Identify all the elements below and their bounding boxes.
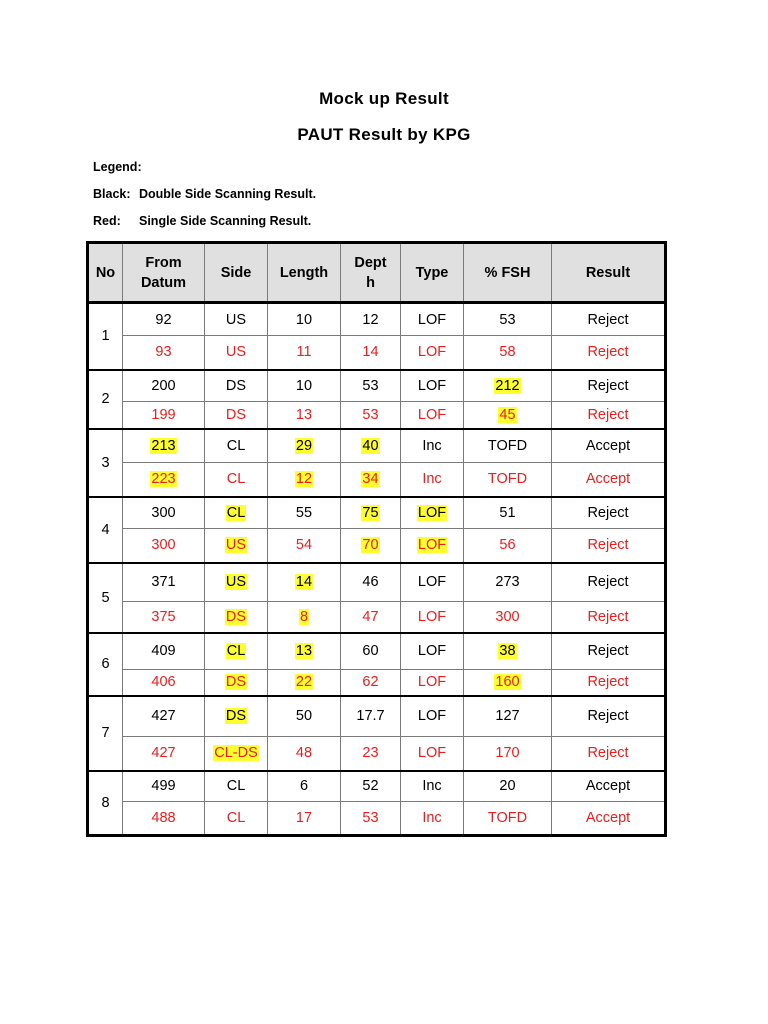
cell-value: Accept xyxy=(585,471,631,488)
table-row xyxy=(88,771,666,802)
cell-from-datum xyxy=(123,429,205,463)
table-row xyxy=(88,429,666,463)
cell-from-datum xyxy=(123,633,205,670)
cell-value: 488 xyxy=(151,810,176,826)
header-no: No xyxy=(88,243,123,303)
cell-fsh xyxy=(464,303,552,336)
cell-value: 11 xyxy=(296,344,312,361)
cell-fsh xyxy=(464,563,552,602)
cell-side xyxy=(205,696,268,737)
table-row xyxy=(88,602,666,633)
legend-black-text: Double Side Scanning Result. xyxy=(139,187,317,201)
page-subtitle: PAUT Result by KPG xyxy=(297,125,471,144)
cell-side xyxy=(205,303,268,336)
legend-black-key: Black: xyxy=(93,187,131,201)
cell-value: 223 xyxy=(151,471,176,488)
cell-value: Reject xyxy=(587,406,629,423)
cell-value: CL xyxy=(226,437,246,454)
cell-value: 17 xyxy=(295,810,313,826)
header-fsh: % FSH xyxy=(464,243,552,303)
cell-value: US xyxy=(225,344,247,361)
cell-value: Inc xyxy=(422,778,442,795)
cell-value: LOF xyxy=(417,344,447,361)
cell-result xyxy=(552,602,666,633)
cell-value: 427 xyxy=(151,708,176,725)
legend-heading: Legend: xyxy=(93,160,142,174)
cell-value: 300 xyxy=(151,504,176,521)
cell-type xyxy=(401,303,464,336)
cell-from-datum xyxy=(123,402,205,429)
cell-depth xyxy=(341,737,401,771)
cell-value: LOF xyxy=(417,608,447,625)
cell-length xyxy=(268,529,341,563)
cell-length xyxy=(268,370,341,402)
cell-side xyxy=(205,370,268,402)
cell-depth xyxy=(341,370,401,402)
cell-result xyxy=(552,737,666,771)
cell-result xyxy=(552,670,666,696)
cell-fsh xyxy=(464,336,552,370)
cell-from-datum xyxy=(123,303,205,336)
cell-length xyxy=(268,696,341,737)
cell-value: 409 xyxy=(151,643,176,660)
cell-value: LOF xyxy=(417,377,447,394)
cell-value: DS xyxy=(225,708,247,725)
table-row xyxy=(88,802,666,836)
cell-from-datum xyxy=(123,529,205,563)
table-row xyxy=(88,633,666,670)
cell-length xyxy=(268,737,341,771)
cell-from-datum xyxy=(123,336,205,370)
cell-value: 212 xyxy=(495,377,520,394)
cell-value: 199 xyxy=(151,406,176,423)
cell-side xyxy=(205,563,268,602)
cell-value: 34 xyxy=(362,471,379,488)
cell-fsh xyxy=(464,370,552,402)
header-result: Result xyxy=(552,243,666,303)
cell-from-datum xyxy=(123,670,205,696)
cell-fsh xyxy=(464,602,552,633)
results-table xyxy=(86,241,667,837)
cell-type xyxy=(401,633,464,670)
cell-from-datum xyxy=(123,771,205,802)
cell-type xyxy=(401,429,464,463)
cell-fsh xyxy=(464,497,552,529)
cell-length xyxy=(268,497,341,529)
cell-value: 29 xyxy=(295,437,313,454)
cell-result xyxy=(552,633,666,670)
cell-value: Inc xyxy=(422,471,442,488)
cell-type xyxy=(401,771,464,802)
cell-value: 56 xyxy=(499,537,516,554)
cell-value: 38 xyxy=(499,643,516,660)
cell-value: 160 xyxy=(495,674,520,691)
cell-value: Reject xyxy=(587,608,629,625)
cell-from-datum xyxy=(123,463,205,497)
table-row xyxy=(88,402,666,429)
header-depth: Depth xyxy=(341,243,401,303)
row-number: 5 xyxy=(88,563,123,633)
cell-value: Reject xyxy=(587,674,629,691)
table-header-row xyxy=(88,243,666,303)
cell-value: LOF xyxy=(417,745,447,762)
cell-value: US xyxy=(225,311,247,328)
cell-value: Reject xyxy=(587,643,629,660)
header-length: Length xyxy=(268,243,341,303)
cell-side xyxy=(205,670,268,696)
cell-value: US xyxy=(225,537,247,554)
cell-value: Accept xyxy=(585,810,631,826)
cell-length xyxy=(268,336,341,370)
cell-value: LOF xyxy=(417,537,447,554)
cell-fsh xyxy=(464,402,552,429)
cell-value: 52 xyxy=(362,778,379,795)
cell-value: CL xyxy=(226,504,246,521)
cell-side xyxy=(205,497,268,529)
cell-result xyxy=(552,336,666,370)
cell-side xyxy=(205,633,268,670)
cell-value: 12 xyxy=(362,311,379,328)
cell-fsh xyxy=(464,670,552,696)
cell-value: 93 xyxy=(155,344,172,361)
cell-value: Reject xyxy=(587,537,629,554)
cell-type xyxy=(401,336,464,370)
legend-red-text: Single Side Scanning Result. xyxy=(139,214,312,228)
cell-length xyxy=(268,771,341,802)
cell-type xyxy=(401,563,464,602)
cell-value: 13 xyxy=(295,406,313,423)
cell-fsh xyxy=(464,802,552,836)
cell-fsh xyxy=(464,771,552,802)
row-number: 4 xyxy=(88,497,123,563)
cell-value: LOF xyxy=(417,504,447,521)
cell-value: 53 xyxy=(362,810,379,826)
cell-value: Accept xyxy=(585,778,631,795)
cell-value: 48 xyxy=(295,745,313,762)
table-row xyxy=(88,529,666,563)
cell-result xyxy=(552,771,666,802)
cell-result xyxy=(552,429,666,463)
cell-value: 13 xyxy=(295,643,313,660)
cell-value: 45 xyxy=(499,406,516,423)
cell-fsh xyxy=(464,696,552,737)
legend-black xyxy=(93,187,316,201)
cell-from-datum xyxy=(123,802,205,836)
cell-fsh xyxy=(464,529,552,563)
cell-value: 70 xyxy=(362,537,379,554)
cell-type xyxy=(401,670,464,696)
cell-value: 22 xyxy=(295,674,313,691)
cell-depth xyxy=(341,429,401,463)
cell-side xyxy=(205,602,268,633)
cell-side xyxy=(205,463,268,497)
cell-value: Reject xyxy=(587,344,629,361)
cell-value: 200 xyxy=(151,377,176,394)
cell-value: TOFD xyxy=(487,471,528,488)
cell-value: 62 xyxy=(362,674,379,691)
cell-value: Reject xyxy=(587,504,629,521)
cell-depth xyxy=(341,696,401,737)
table-row xyxy=(88,463,666,497)
cell-depth xyxy=(341,529,401,563)
table-row xyxy=(88,336,666,370)
cell-from-datum xyxy=(123,696,205,737)
header-from-datum: From Datum xyxy=(123,243,205,303)
cell-from-datum xyxy=(123,602,205,633)
table-row xyxy=(88,303,666,336)
cell-value: 53 xyxy=(362,406,379,423)
cell-value: 55 xyxy=(295,504,313,521)
cell-value: CL-DS xyxy=(214,745,258,762)
cell-length xyxy=(268,802,341,836)
cell-depth xyxy=(341,497,401,529)
cell-value: 127 xyxy=(495,708,520,725)
cell-length xyxy=(268,303,341,336)
cell-value: 54 xyxy=(295,537,313,554)
cell-value: 273 xyxy=(495,574,520,591)
table-row xyxy=(88,497,666,529)
cell-value: Reject xyxy=(587,708,629,725)
cell-value: LOF xyxy=(417,311,447,328)
cell-value: DS xyxy=(225,608,247,625)
legend-red xyxy=(93,214,311,228)
cell-value: 17.7 xyxy=(356,708,385,725)
cell-result xyxy=(552,802,666,836)
cell-result xyxy=(552,563,666,602)
cell-value: DS xyxy=(225,406,247,423)
cell-value: 12 xyxy=(295,471,313,488)
cell-value: 300 xyxy=(495,608,520,625)
cell-length xyxy=(268,563,341,602)
cell-value: 60 xyxy=(362,643,379,660)
cell-type xyxy=(401,602,464,633)
cell-value: 10 xyxy=(295,377,313,394)
cell-value: 20 xyxy=(499,778,516,795)
cell-type xyxy=(401,737,464,771)
cell-side xyxy=(205,336,268,370)
cell-value: 75 xyxy=(362,504,379,521)
cell-depth xyxy=(341,402,401,429)
cell-type xyxy=(401,402,464,429)
cell-depth xyxy=(341,602,401,633)
cell-type xyxy=(401,370,464,402)
cell-length xyxy=(268,429,341,463)
cell-value: Reject xyxy=(587,745,629,762)
page-title: Mock up Result xyxy=(319,89,449,108)
cell-value: 371 xyxy=(151,574,176,591)
cell-length xyxy=(268,402,341,429)
cell-side xyxy=(205,737,268,771)
cell-length xyxy=(268,602,341,633)
cell-result xyxy=(552,303,666,336)
legend-red-key: Red: xyxy=(93,214,121,228)
cell-value: Accept xyxy=(585,437,631,454)
cell-value: 14 xyxy=(295,574,313,591)
row-number: 2 xyxy=(88,370,123,429)
cell-value: Reject xyxy=(587,311,629,328)
cell-result xyxy=(552,463,666,497)
cell-result xyxy=(552,497,666,529)
table-row xyxy=(88,370,666,402)
cell-value: TOFD xyxy=(487,437,528,454)
cell-side xyxy=(205,529,268,563)
cell-value: LOF xyxy=(417,574,447,591)
table-row xyxy=(88,696,666,737)
cell-value: CL xyxy=(226,810,246,826)
cell-value: 213 xyxy=(151,437,176,454)
cell-value: DS xyxy=(225,377,247,394)
cell-depth xyxy=(341,802,401,836)
cell-type xyxy=(401,463,464,497)
cell-value: TOFD xyxy=(487,810,528,826)
cell-value: Reject xyxy=(587,574,629,591)
cell-fsh xyxy=(464,463,552,497)
cell-value: 14 xyxy=(362,344,379,361)
cell-value: 58 xyxy=(499,344,516,361)
cell-value: US xyxy=(225,574,247,591)
cell-value: 170 xyxy=(495,745,520,762)
cell-value: 375 xyxy=(151,608,176,625)
cell-value: LOF xyxy=(417,674,447,691)
header-type: Type xyxy=(401,243,464,303)
row-number: 8 xyxy=(88,771,123,836)
row-number: 7 xyxy=(88,696,123,771)
cell-side xyxy=(205,402,268,429)
cell-value: LOF xyxy=(417,708,447,725)
table-row xyxy=(88,670,666,696)
cell-value: 53 xyxy=(362,377,379,394)
cell-value: 8 xyxy=(299,608,309,625)
cell-result xyxy=(552,696,666,737)
cell-value: CL xyxy=(226,643,246,660)
cell-value: 50 xyxy=(295,708,313,725)
row-number: 1 xyxy=(88,303,123,370)
cell-depth xyxy=(341,336,401,370)
cell-type xyxy=(401,497,464,529)
cell-from-datum xyxy=(123,737,205,771)
cell-value: Reject xyxy=(587,377,629,394)
cell-value: LOF xyxy=(417,643,447,660)
cell-result xyxy=(552,402,666,429)
cell-side xyxy=(205,429,268,463)
cell-value: 6 xyxy=(299,778,309,795)
cell-depth xyxy=(341,771,401,802)
cell-side xyxy=(205,771,268,802)
cell-result xyxy=(552,370,666,402)
cell-value: Inc xyxy=(422,437,442,454)
cell-length xyxy=(268,633,341,670)
cell-depth xyxy=(341,303,401,336)
cell-depth xyxy=(341,633,401,670)
cell-fsh xyxy=(464,429,552,463)
cell-value: 53 xyxy=(499,311,516,328)
cell-depth xyxy=(341,670,401,696)
cell-value: 23 xyxy=(362,745,379,762)
header-side: Side xyxy=(205,243,268,303)
cell-value: Inc xyxy=(422,810,442,826)
cell-value: 427 xyxy=(151,745,176,762)
cell-value: DS xyxy=(225,674,247,691)
cell-value: 10 xyxy=(295,311,313,328)
cell-fsh xyxy=(464,737,552,771)
cell-from-datum xyxy=(123,563,205,602)
cell-type xyxy=(401,696,464,737)
row-number: 6 xyxy=(88,633,123,696)
table-row xyxy=(88,563,666,602)
cell-value: 40 xyxy=(362,437,379,454)
cell-value: 406 xyxy=(151,674,176,691)
cell-from-datum xyxy=(123,497,205,529)
cell-value: 46 xyxy=(362,574,379,591)
cell-depth xyxy=(341,463,401,497)
cell-from-datum xyxy=(123,370,205,402)
cell-value: 499 xyxy=(151,778,176,795)
cell-length xyxy=(268,463,341,497)
cell-value: CL xyxy=(226,778,246,795)
cell-side xyxy=(205,802,268,836)
cell-length xyxy=(268,670,341,696)
cell-value: 92 xyxy=(155,311,172,328)
row-number: 3 xyxy=(88,429,123,497)
cell-fsh xyxy=(464,633,552,670)
cell-value: LOF xyxy=(417,406,447,423)
cell-value: 300 xyxy=(151,537,176,554)
cell-value: CL xyxy=(226,471,246,488)
cell-result xyxy=(552,529,666,563)
cell-type xyxy=(401,529,464,563)
cell-value: 47 xyxy=(362,608,379,625)
cell-type xyxy=(401,802,464,836)
table-row xyxy=(88,737,666,771)
cell-depth xyxy=(341,563,401,602)
cell-value: 51 xyxy=(499,504,516,521)
